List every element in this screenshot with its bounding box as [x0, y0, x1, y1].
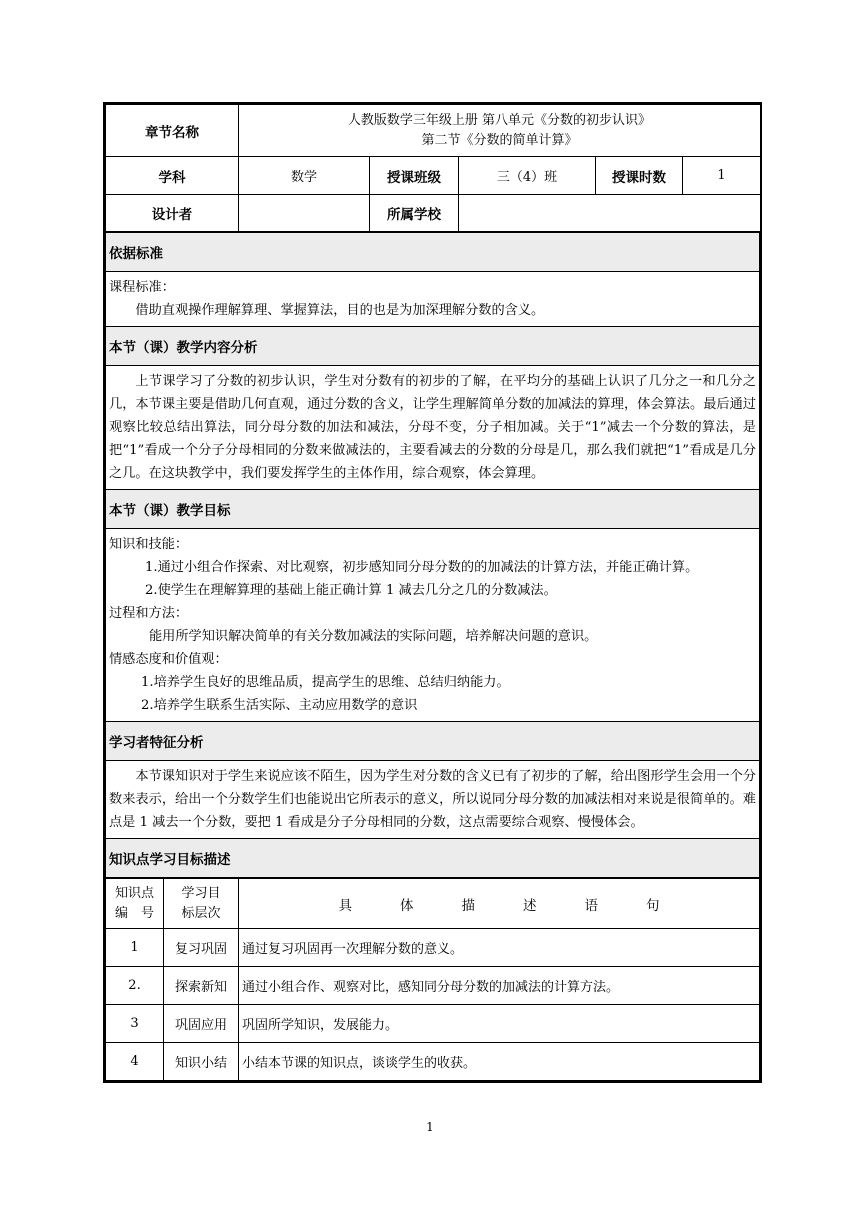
process-label: 过程和方法： — [109, 606, 189, 621]
table-row — [106, 929, 760, 967]
kp-level: 复习巩固 — [164, 929, 239, 967]
page-number: 1 — [426, 1120, 434, 1134]
process-item-1: 能用所学知识解决简单的有关分数加减法的实际问题，培养解决问题的意识。 — [149, 629, 598, 644]
kp-number: 1 — [106, 929, 164, 967]
kp-number: 3 — [106, 1005, 164, 1043]
knowledge-item-2: 2.使学生在理解算理的基础上能正确计算 1 减去几分之几的分数减法。 — [145, 583, 557, 598]
standard-section-title: 依据标准 — [106, 233, 760, 272]
table-row — [106, 967, 760, 1005]
hours-value: 1 — [683, 157, 761, 195]
kp-desc-char: 语 — [584, 897, 598, 914]
kp-col-number-line2: 编 号 — [114, 905, 154, 921]
chapter-label: 章节名称 — [106, 105, 239, 157]
school-label: 所属学校 — [370, 195, 459, 232]
emotion-label: 情感态度和价值观： — [109, 652, 228, 667]
standard-line1: 课程标准： — [109, 280, 175, 295]
knowledge-points-table — [105, 878, 760, 1081]
kp-col-level-header — [164, 879, 239, 929]
sections-table — [105, 232, 760, 878]
kp-desc-char: 描 — [461, 897, 475, 914]
subject-value: 数学 — [239, 157, 370, 195]
hours-label: 授课时数 — [596, 157, 683, 195]
kp-number: 2. — [106, 967, 164, 1005]
chapter-value — [239, 105, 761, 157]
class-value: 三（4）班 — [459, 157, 596, 195]
designer-label: 设计者 — [106, 195, 239, 232]
knowledge-item-1: 1.通过小组合作探索、对比观察，初步感知同分母分数的的加减法的计算方法，并能正确计算。 — [145, 560, 699, 575]
designer-value — [239, 195, 370, 232]
kp-number: 4 — [106, 1043, 164, 1081]
class-label: 授课班级 — [370, 157, 459, 195]
content-analysis-title: 本节（课）教学内容分析 — [106, 327, 760, 366]
school-value — [459, 195, 761, 232]
knowledge-label: 知识和技能： — [109, 537, 189, 552]
kp-description: 通过小组合作、观察对比，感知同分母分数的加减法的计算方法。 — [239, 967, 760, 1005]
lesson-plan-table — [103, 102, 762, 1083]
kp-col-number-line1: 知识点 — [114, 885, 154, 901]
standard-body — [106, 272, 760, 327]
kp-col-level-line1: 学习目 — [181, 885, 221, 901]
learner-text: 本节课知识对于学生来说应该不陌生，因为学生对分数的含义已有了初步的了解，给出图形学生会用一个分数来表示，给出一个分数学生们也能说出它所表示的意义，所以说同分母分数的加减法相对来说是很简单的。难点是 1 减去一个分数，要把 1 看成是分子分母相同的分数，这点需要综合观察、慢慢体会。 — [106, 761, 760, 839]
kp-level: 探索新知 — [164, 967, 239, 1005]
kp-level: 知识小结 — [164, 1043, 239, 1081]
chapter-line1: 人教版数学三年级上册 第八单元《分数的初步认识》 — [347, 112, 652, 128]
header-table — [105, 104, 761, 232]
chapter-line2: 第二节《分数的简单计算》 — [421, 132, 578, 148]
kp-description: 小结本节课的知识点，谈谈学生的收获。 — [239, 1043, 760, 1081]
kp-col-level-line2: 标层次 — [181, 905, 221, 921]
kp-desc-char: 句 — [646, 897, 660, 914]
standard-line2: 借助直观操作理解算理、掌握算法，目的也是为加深理解分数的含义。 — [135, 303, 545, 318]
kp-level: 巩固应用 — [164, 1005, 239, 1043]
objectives-title: 本节（课）教学目标 — [106, 490, 760, 529]
kp-desc-char: 具 — [338, 897, 352, 914]
kp-description: 通过复习巩固再一次理解分数的意义。 — [239, 929, 760, 967]
objectives-body — [106, 529, 760, 722]
learner-title: 学习者特征分析 — [106, 722, 760, 761]
subject-label: 学科 — [106, 157, 239, 195]
table-row — [106, 1043, 760, 1081]
kp-col-desc-header — [239, 879, 760, 929]
table-row — [106, 1005, 760, 1043]
kp-desc-char: 体 — [400, 897, 414, 914]
content-analysis-text: 上节课学习了分数的初步认识，学生对分数有的初步的了解，在平均分的基础上认识了几分之一和几分之几，本节课主要是借助几何直观，通过分数的含义，让学生理解简单分数的加减法的算理，体会算法。最后通过观察比较总结出算法，同分母分数的加法和减法，分母不变，分子相加减。关于“1”减去一个分数的算法，是把“1”看成一个分子分母相同的分数来做减法的，主要看减去的分数的分母是几，那么我们就把“1”看成是几分之几。在这块教学中，我们要发挥学生的主体作用，综合观察，体会算理。 — [106, 366, 760, 490]
emotion-item-1: 1.培养学生良好的思维品质，提高学生的思维、总结归纳能力。 — [141, 675, 510, 690]
emotion-item-2: 2.培养学生联系生活实际、主动应用数学的意识 — [141, 698, 418, 713]
kp-desc-char: 述 — [523, 897, 537, 914]
kp-col-number-header — [106, 879, 164, 929]
knowledge-points-title: 知识点学习目标描述 — [106, 839, 760, 878]
kp-description: 巩固所学知识，发展能力。 — [239, 1005, 760, 1043]
